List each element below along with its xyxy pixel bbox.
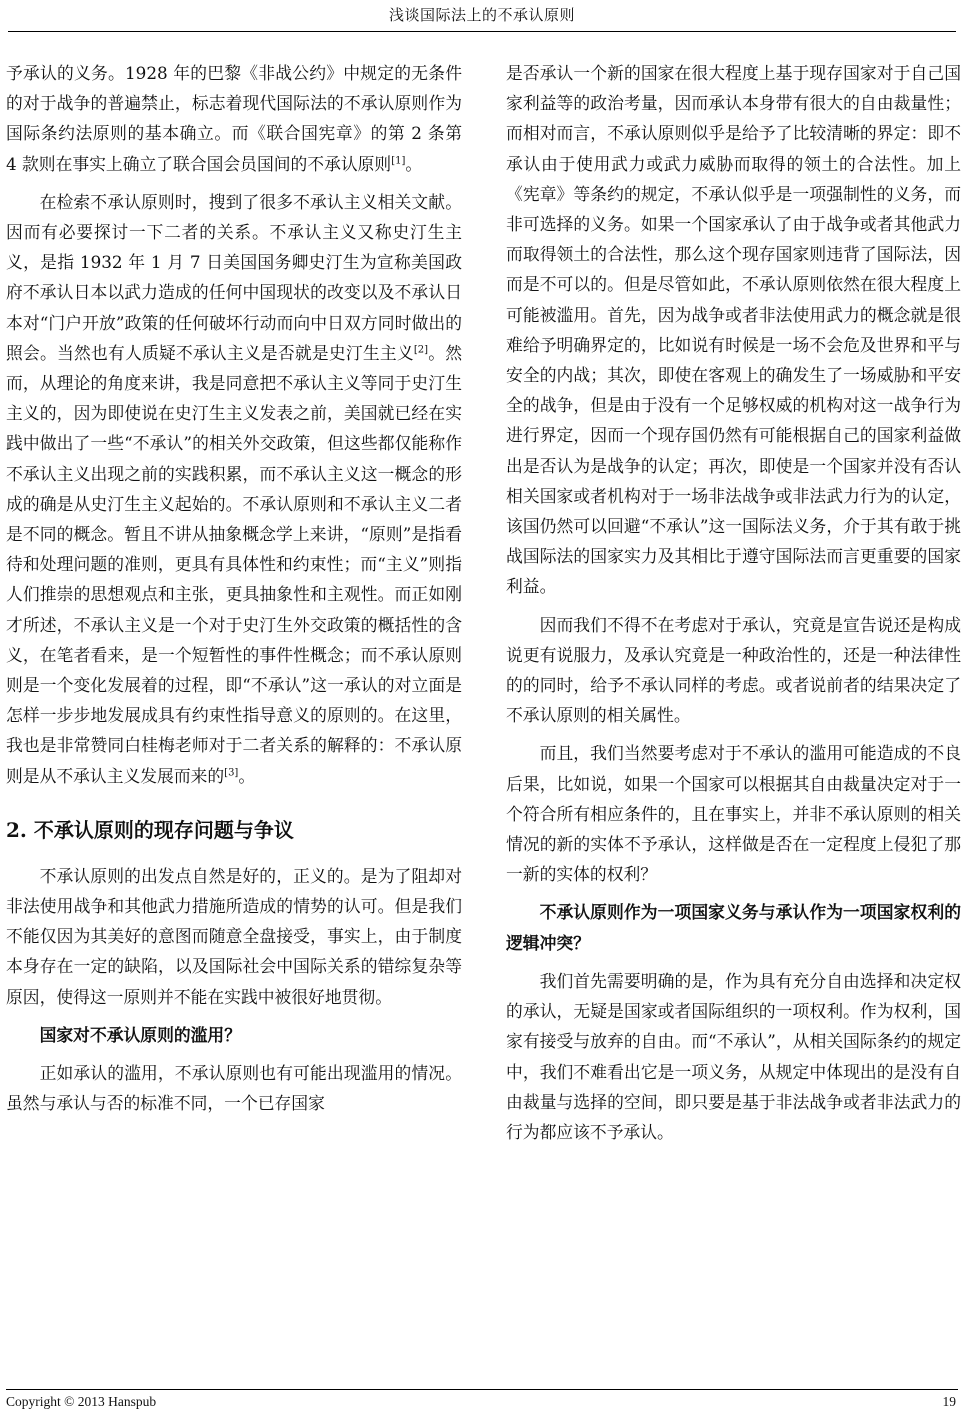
paragraph: 正如承认的滥用，不承认原则也有可能出现滥用的情况。虽然与承认与否的标准不同，一个已存国家 xyxy=(6,1063,462,1114)
paragraph xyxy=(6,58,462,179)
citation: [3] xyxy=(224,767,239,779)
citation: [1] xyxy=(391,155,406,167)
left-column xyxy=(6,58,462,1119)
running-header: 浅谈国际法上的不承认原则 xyxy=(388,6,575,24)
paragraph: 不承认原则的出发点自然是好的，正义的。是为了阻却对非法使用战争和其他武力措施所造成的情势的认可。但是我们不能仅因为其美好的意图而随意全盘接受，事实上，由于制度本身存在一定的缺陷，以及国际社会中国际关系的错综复杂等原因，使得这一原则并不能在实践中被很好地贯彻。 xyxy=(6,865,462,1007)
page-number: 19 xyxy=(942,1394,956,1409)
paragraph-tail: 。 xyxy=(405,153,423,174)
subsection-heading: 不承认原则作为一项国家义务与承认作为一项国家权利的逻辑冲突？ xyxy=(506,902,961,953)
paragraph: 是否承认一个新的国家在很大程度上基于现存国家对于自己国家利益等的政治考量，因而承认本身带有很大的自由裁量性；而相对而言，不承认原则似乎是给予了比较清晰的界定：即不承认由于使用武力或武力威胁而取得的领土的合法性。加上《宪章》等条约的规定，不承认似乎是一项强制性的义务，而非可选择的义务。如果一个国家承认了由于战争或者其他武力而取得领土的合法性，那么这个现存国家则违背了国际法，因而是不可以的。但是尽管如此，不承认原则依然在很大程度上可能被滥用。首先，因为战争或者非法使用武力的概念就是很难给予明确界定的，比如说有时候是一场不会危及世界和平与安全的内战；其次，即使在客观上的确发生了一场威胁和平安全的战争，但是由于没有一个足够权威的机构对这一战争行为进行界定，因而一个现存国仍然有可能根据自己的国家利益做出是否认为是战争的认定；再次，即使是一个国家并没有否认相关国家或者机构对于一场非法战争或非法武力行为的认定，该国仍然可以回避“不承认”这一国际法义务，介于其有敢于挑战国际法的国家实力及其相比于遵守国际法而言更重要的国家利益。 xyxy=(506,63,961,597)
copyright-notice: Copyright © 2013 Hanspub xyxy=(6,1394,157,1409)
subsection-heading: 国家对不承认原则的滥用？ xyxy=(39,1024,241,1045)
paragraph-text: 在检索不承认原则时，搜到了很多不承认主义相关文献。因而有必要探讨一下二者的关系。不承认主义又称史汀生主义，是指 1932 年 1 月 7 日美国国务卿史汀生为宣称美国政府不承认日本以武力造成的任何中国现状的改变以及不承认日本对“门户开放”政策的任何破坏行动而向中日双方同时做出的照会。当然也有人质疑不承认主义是否就是史汀生主义 xyxy=(6,191,462,363)
paragraph: 而且，我们当然要考虑对于不承认的滥用可能造成的不良后果，比如说，如果一个国家可以根据其自由裁量决定对于一个符合所有相应条件的，且在事实上，并非不承认原则的相关情况的新的实体不予承认，这样做是否在一定程度上侵犯了那一新的实体的权利？ xyxy=(506,743,961,885)
paragraph: 我们首先需要明确的是，作为具有充分自由选择和决定权的承认，无疑是国家或者国际组织的一项权利。作为权利，国家有接受与放弃的自由。而“不承认”，从相关国际条约的规定中，我们不难看出它是一项义务，从规定中体现出的是没有自由裁量与选择的空间，即只要是基于非法战争或者非法武力的行为都应该不予承认。 xyxy=(506,970,961,1142)
header-rule xyxy=(8,31,956,32)
paragraph-tail: 。 xyxy=(238,765,256,786)
right-column xyxy=(506,58,961,1147)
paragraph-text: 。然而，从理论的角度来讲，我是同意把不承认主义等同于史汀生主义的，因为即使说在史汀生主义发表之前，美国就已经在实践中做出了一些“不承认”的相关外交政策，但这些都仅能称作不承认主义出现之前的实践积累，而不承认主义这一概念的形成的确是从史汀生主义起始的。不承认原则和不承认主义二者是不同的概念。暂且不讲从抽象概念学上来讲，“原则”是指看待和处理问题的准则，更具有具体性和约束性；而“主义”则指人们推崇的思想观点和主张，更具抽象性和主观性。而正如刚才所述，不承认主义是一个对于史汀生外交政策的概括性的含义，在笔者看来，是一个短暂性的事件性概念；而不承认原则则是一个变化发展着的过程，即“不承认”这一承认的对立面是怎样一步步地发展成具有约束性指导意义的原则的。在这里，我也是非常赞同白桂梅老师对于二者关系的解释的：不承认原则是从不承认主义发展而来的 xyxy=(6,342,462,786)
section-heading: 2. 不承认原则的现存问题与争议 xyxy=(6,817,294,842)
paragraph-text: 予承认的义务。1928 年的巴黎《非战公约》中规定的无条件的对于战争的普遍禁止，标志着现代国际法的不承认原则作为国际条约法原则的基本确立。而《联合国宪章》的第 2 条第 4 款则在事实上确立了联合国会员国间的不承认原则 xyxy=(6,63,462,174)
citation: [2] xyxy=(413,344,428,356)
paragraph xyxy=(6,187,462,791)
paragraph: 因而我们不得不在考虑对于承认，究竟是宣告说还是构成说更有说服力，及承认究竟是一种政治性的，还是一种法律性的的同时，给予不承认同样的考虑。或者说前者的结果决定了不承认原则的相关属性。 xyxy=(506,614,961,726)
footer-rule xyxy=(6,1389,958,1390)
